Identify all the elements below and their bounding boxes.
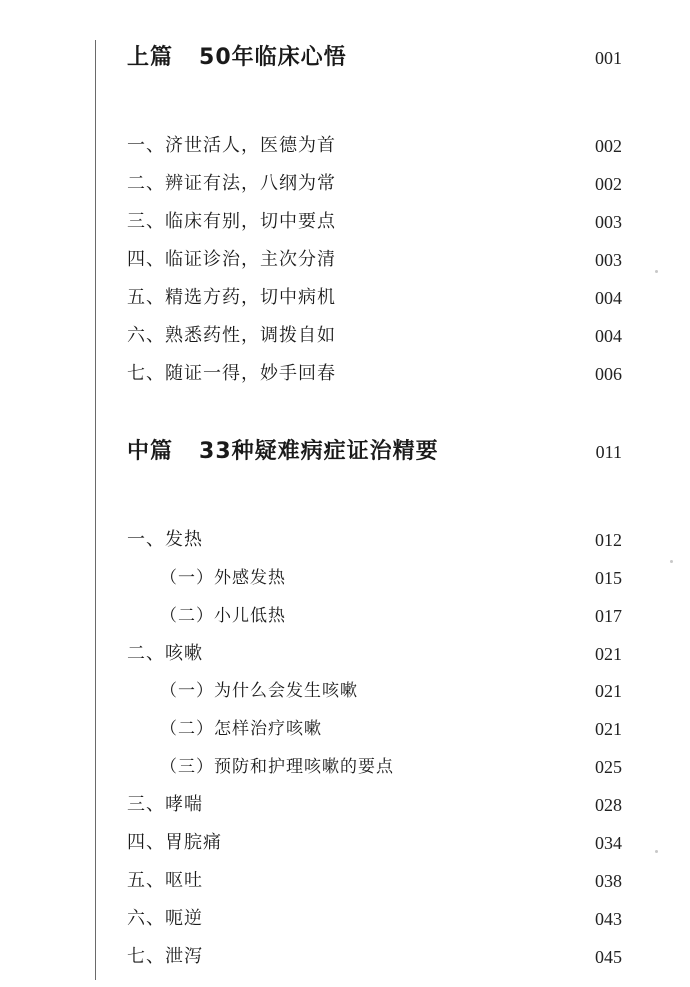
scan-speck xyxy=(670,560,673,563)
page-number: 003 xyxy=(595,212,622,232)
page-number: 034 xyxy=(595,833,622,853)
part-name: 50年临床心悟 xyxy=(199,45,347,70)
page-number: 004 xyxy=(595,326,622,346)
page-number: 006 xyxy=(595,364,622,384)
toc-subsection[interactable] xyxy=(0,714,690,744)
chapter-label: 三、哮喘 xyxy=(127,794,203,815)
toc-chapter[interactable] xyxy=(0,828,690,858)
toc-chapter[interactable] xyxy=(0,639,690,669)
toc-chapter[interactable] xyxy=(0,131,690,161)
page-number: 004 xyxy=(595,288,622,308)
page-number: 021 xyxy=(595,644,622,664)
page-number: 011 xyxy=(595,442,622,462)
toc-subsection[interactable] xyxy=(0,676,690,706)
toc-part-heading[interactable] xyxy=(0,437,690,467)
page-number: 045 xyxy=(595,947,622,967)
chapter-label: 五、精选方药，切中病机 xyxy=(127,287,336,308)
part-title xyxy=(127,437,439,467)
chapter-label: 三、临床有别，切中要点 xyxy=(127,211,336,232)
page-number: 038 xyxy=(595,871,622,891)
page-number: 021 xyxy=(595,719,622,739)
chapter-label: 四、临证诊治，主次分清 xyxy=(127,249,336,270)
chapter-label: 六、呃逆 xyxy=(127,908,203,929)
toc-chapter[interactable] xyxy=(0,321,690,351)
subsection-label: （二）怎样治疗咳嗽 xyxy=(160,719,322,739)
toc-subsection[interactable] xyxy=(0,563,690,593)
toc-chapter[interactable] xyxy=(0,283,690,313)
page-number: 025 xyxy=(595,757,622,777)
toc-subsection[interactable] xyxy=(0,752,690,782)
page-number: 002 xyxy=(595,174,622,194)
chapter-label: 一、发热 xyxy=(127,529,203,550)
subsection-label: （二）小儿低热 xyxy=(160,606,286,626)
chapter-label: 四、胃脘痛 xyxy=(127,832,222,853)
chapter-label: 五、呕吐 xyxy=(127,870,203,891)
toc-chapter[interactable] xyxy=(0,169,690,199)
page-number: 021 xyxy=(595,681,622,701)
toc-subsection[interactable] xyxy=(0,601,690,631)
toc-chapter[interactable] xyxy=(0,942,690,972)
page-number: 002 xyxy=(595,136,622,156)
subsection-label: （三）预防和护理咳嗽的要点 xyxy=(160,757,394,777)
chapter-label: 一、济世活人，医德为首 xyxy=(127,135,336,156)
page-number: 015 xyxy=(595,568,622,588)
toc-chapter[interactable] xyxy=(0,245,690,275)
toc-chapter[interactable] xyxy=(0,525,690,555)
chapter-label: 六、熟悉药性，调拨自如 xyxy=(127,325,336,346)
page-number: 001 xyxy=(595,48,622,68)
part-name: 33种疑难病症证治精要 xyxy=(199,439,439,464)
chapter-label: 七、泄泻 xyxy=(127,946,203,967)
toc-chapter[interactable] xyxy=(0,359,690,389)
chapter-label: 二、辨证有法，八纲为常 xyxy=(127,173,336,194)
toc-chapter[interactable] xyxy=(0,866,690,896)
part-tag: 中篇 xyxy=(127,439,174,464)
page-number: 017 xyxy=(595,606,622,626)
chapter-label: 二、咳嗽 xyxy=(127,643,203,664)
toc-chapter[interactable] xyxy=(0,207,690,237)
page-number: 012 xyxy=(595,530,622,550)
scan-speck xyxy=(655,270,658,273)
part-title xyxy=(127,43,347,73)
subsection-label: （一）外感发热 xyxy=(160,568,286,588)
subsection-label: （一）为什么会发生咳嗽 xyxy=(160,681,358,701)
chapter-label: 七、随证一得，妙手回春 xyxy=(127,363,336,384)
scan-speck xyxy=(655,850,658,853)
page-number: 028 xyxy=(595,795,622,815)
toc-chapter[interactable] xyxy=(0,790,690,820)
part-tag: 上篇 xyxy=(127,45,174,70)
page-number: 043 xyxy=(595,909,622,929)
toc-chapter[interactable] xyxy=(0,904,690,934)
toc-part-heading[interactable] xyxy=(0,43,690,73)
page-number: 003 xyxy=(595,250,622,270)
